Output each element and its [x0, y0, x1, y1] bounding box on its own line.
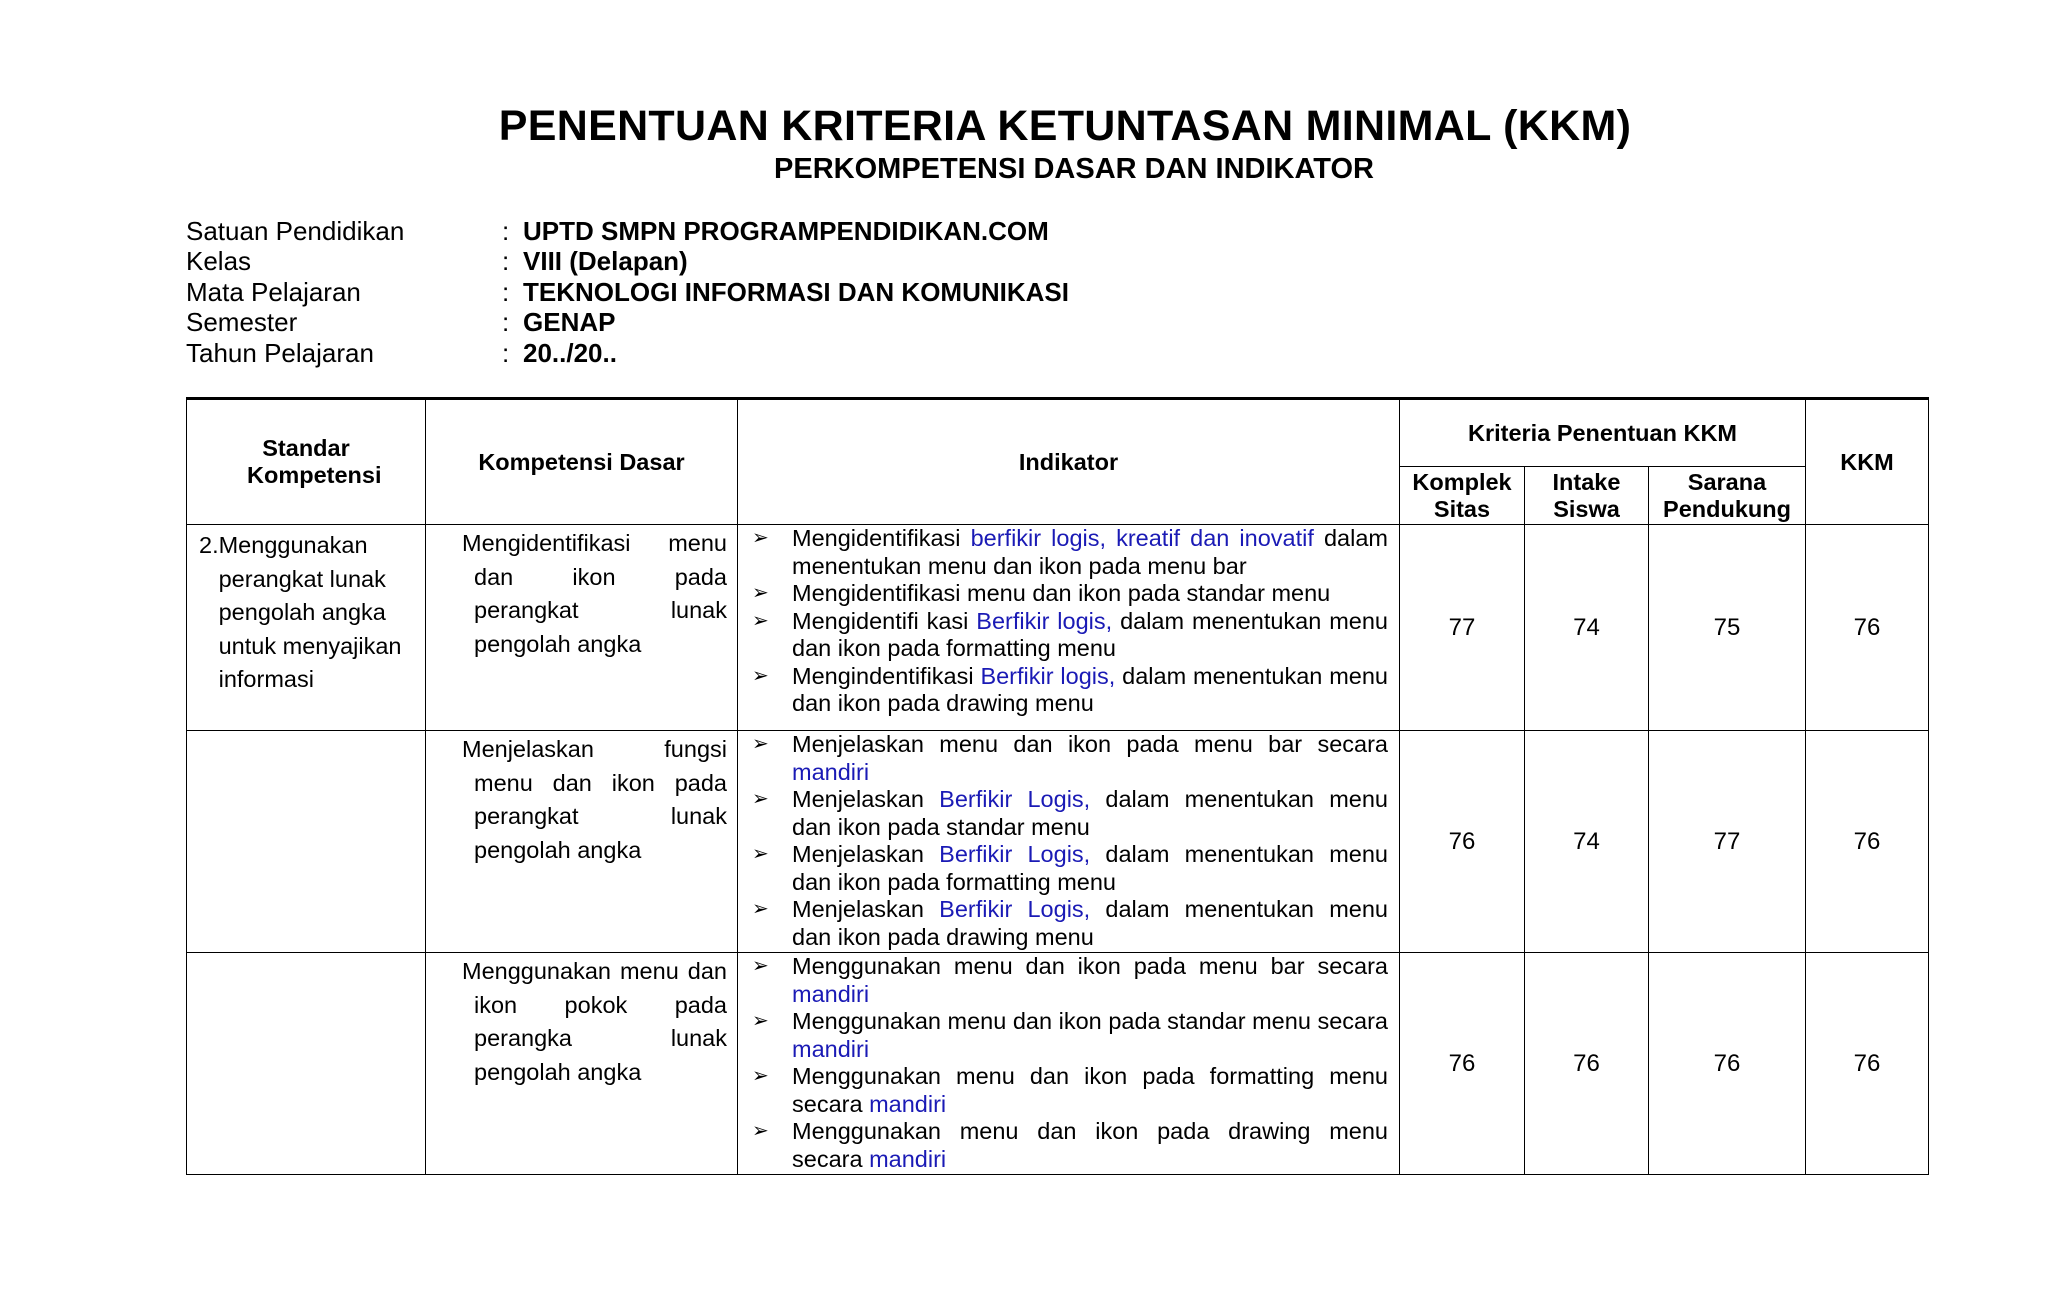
- info-row: [186, 277, 1069, 308]
- indicator-item: [752, 1118, 1388, 1173]
- cell-sarana: 75: [1649, 525, 1806, 731]
- cell-kkm: 76: [1806, 525, 1929, 731]
- indicator-item: [752, 1008, 1388, 1063]
- indicator-text-pre: Menjelaskan menu dan ikon pada menu bar secara: [792, 731, 1388, 757]
- indicator-text-pre: Menggunakan menu dan ikon pada drawing menu secara: [792, 1118, 1388, 1172]
- indicator-text-highlight: mandiri: [869, 1145, 947, 1172]
- indicator-text: [792, 580, 1388, 608]
- indicator-text-highlight: Berfikir Logis,: [939, 786, 1091, 812]
- indicator-item: [752, 953, 1388, 1008]
- indicator-text-highlight: mandiri: [792, 758, 870, 785]
- indicator-text-post: dalam menentukan menu dan ikon pada formatting menu: [792, 607, 1388, 661]
- arrow-bullet-icon: ➢: [752, 1120, 769, 1142]
- info-value: VIII (Delapan): [523, 246, 688, 277]
- info-block: [186, 216, 1069, 369]
- cell-standar-kompetensi: [187, 731, 426, 953]
- arrow-bullet-icon: ➢: [752, 733, 769, 755]
- info-value: 20../20..: [523, 337, 617, 368]
- info-label: Kelas: [186, 246, 252, 277]
- indicator-text-highlight: Berfikir logis,: [980, 662, 1116, 689]
- info-value: UPTD SMPN PROGRAMPENDIDIKAN.COM: [523, 215, 1049, 246]
- arrow-bullet-icon: ➢: [752, 664, 769, 687]
- indicator-text-pre: Menjelaskan: [792, 841, 940, 867]
- document-subtitle: PERKOMPETENSI DASAR DAN INDIKATOR: [774, 153, 1374, 185]
- info-row: [186, 216, 1069, 247]
- indicator-text-post: dalam menentukan menu dan ikon pada standar menu: [792, 786, 1388, 840]
- cell-indikator: [738, 953, 1400, 1175]
- indicator-text: [792, 731, 1388, 786]
- indicator-text-highlight: berfikir logis, kreatif dan inovatif: [970, 525, 1314, 551]
- indicator-item: [752, 580, 1388, 608]
- indicator-text-highlight: Berfikir Logis,: [939, 841, 1091, 867]
- header-kompetensi-dasar: Kompetensi Dasar: [426, 399, 738, 525]
- sk-text: Menggunakan perangkat lunak pengolah angka untuk menyajikan informasi: [218, 532, 402, 692]
- indicator-text: [792, 953, 1388, 1008]
- indicator-item: [752, 841, 1388, 896]
- info-colon: :: [502, 307, 510, 338]
- info-colon: :: [502, 337, 510, 368]
- cell-kompetensi-dasar: Menjelaskan fungsi menu dan ikon pada perangkat lunak pengolah angka: [426, 731, 738, 953]
- cell-standar-kompetensi: [187, 953, 426, 1175]
- arrow-bullet-icon: ➢: [752, 788, 769, 810]
- cell-komplek: 76: [1400, 731, 1525, 953]
- indicator-text-pre: Menjelaskan: [792, 896, 940, 922]
- indicator-text: [792, 896, 1388, 951]
- header-standar-kompetensi: Standar Kompetensi: [187, 399, 426, 525]
- info-label: Tahun Pelajaran: [186, 337, 374, 368]
- cell-kkm: 76: [1806, 731, 1929, 953]
- indicator-text: [792, 663, 1388, 718]
- header-intake-siswa: Intake Siswa: [1525, 467, 1649, 525]
- indicator-text-pre: Mengindentifikasi: [792, 662, 981, 689]
- indicator-text-highlight: mandiri: [792, 1035, 870, 1062]
- cell-indikator: [738, 731, 1400, 953]
- indicator-text-pre: Mengidentifikasi menu dan ikon pada standar menu: [792, 580, 1331, 606]
- cell-komplek: 77: [1400, 525, 1525, 731]
- indicator-text: [792, 786, 1388, 841]
- indicator-text-highlight: mandiri: [869, 1090, 947, 1117]
- indicator-text-post: dalam menentukan menu dan ikon pada formatting menu: [792, 841, 1388, 895]
- sk-number: 2.: [199, 532, 219, 558]
- cell-komplek: 76: [1400, 953, 1525, 1175]
- indicator-text: [792, 525, 1388, 580]
- header-indikator: Indikator: [738, 399, 1400, 525]
- indicator-text-pre: Menggunakan menu dan ikon pada formatting menu secara: [792, 1063, 1388, 1117]
- arrow-bullet-icon: ➢: [752, 582, 769, 604]
- info-label: Satuan Pendidikan: [186, 215, 405, 246]
- info-value: TEKNOLOGI INFORMASI DAN KOMUNIKASI: [523, 276, 1069, 307]
- header-kriteria: Kriteria Penentuan KKM: [1400, 399, 1806, 467]
- info-label: Semester: [186, 307, 298, 338]
- cell-sarana: 76: [1649, 953, 1806, 1175]
- cell-kkm: 76: [1806, 953, 1929, 1175]
- indicator-text: [792, 608, 1388, 663]
- indicator-text: [792, 1008, 1388, 1063]
- arrow-bullet-icon: ➢: [752, 1010, 769, 1032]
- arrow-bullet-icon: ➢: [752, 609, 769, 632]
- indicator-text-pre: Menggunakan menu dan ikon pada standar menu secara: [792, 1008, 1388, 1034]
- info-colon: :: [502, 215, 510, 246]
- indicator-item: [752, 786, 1388, 841]
- indicator-text: [792, 841, 1388, 896]
- indicator-text-post: dalam menentukan menu dan ikon pada drawing menu: [792, 662, 1388, 716]
- indicator-text-highlight: mandiri: [792, 980, 870, 1007]
- table-row: [187, 525, 1929, 731]
- cell-kompetensi-dasar: Mengidentifikasi menu dan ikon pada perangkat lunak pengolah angka: [426, 525, 738, 731]
- info-colon: :: [502, 276, 510, 307]
- cell-intake: 74: [1525, 525, 1649, 731]
- cell-intake: 74: [1525, 731, 1649, 953]
- indicator-text-highlight: Berfikir Logis,: [939, 896, 1091, 922]
- indicator-text-post: dalam menentukan menu dan ikon pada menu bar: [792, 525, 1388, 579]
- arrow-bullet-icon: ➢: [752, 527, 769, 549]
- arrow-bullet-icon: ➢: [752, 1065, 769, 1087]
- table-row: [187, 953, 1929, 1175]
- kkm-table: [186, 397, 1929, 1175]
- info-colon: :: [502, 246, 510, 277]
- info-label: Mata Pelajaran: [186, 276, 361, 307]
- indicator-text-pre: Menjelaskan: [792, 786, 940, 812]
- indicator-item: [752, 608, 1388, 663]
- cell-kompetensi-dasar: Menggunakan menu dan ikon pokok pada perangka lunak pengolah angka: [426, 953, 738, 1175]
- cell-sarana: 77: [1649, 731, 1806, 953]
- arrow-bullet-icon: ➢: [752, 843, 769, 865]
- cell-indikator: [738, 525, 1400, 731]
- indicator-item: [752, 731, 1388, 786]
- indicator-item: [752, 896, 1388, 951]
- arrow-bullet-icon: ➢: [752, 955, 769, 977]
- info-row: [186, 338, 1069, 369]
- cell-intake: 76: [1525, 953, 1649, 1175]
- document-title: PENENTUAN KRITERIA KETUNTASAN MINIMAL (KKM): [498, 102, 1632, 150]
- info-row: [186, 247, 1069, 278]
- arrow-bullet-icon: ➢: [752, 898, 769, 920]
- indicator-text-post: dalam menentukan menu dan ikon pada drawing menu: [792, 896, 1388, 950]
- table-row: [187, 731, 1929, 953]
- indicator-item: [752, 663, 1388, 718]
- indicator-text: [792, 1063, 1388, 1118]
- indicator-text: [792, 1118, 1388, 1173]
- indicator-text-pre: Mengidentifi kasi: [792, 607, 977, 634]
- indicator-text-pre: Mengidentifikasi: [792, 525, 971, 551]
- info-row: [186, 308, 1069, 339]
- cell-standar-kompetensi: [187, 525, 426, 731]
- header-kkm: KKM: [1806, 399, 1929, 525]
- indicator-item: [752, 525, 1388, 580]
- header-komplek-sitas: Komplek Sitas: [1400, 467, 1525, 525]
- indicator-text-pre: Menggunakan menu dan ikon pada menu bar secara: [792, 953, 1388, 979]
- header-sarana-pendukung: Sarana Pendukung: [1649, 467, 1806, 525]
- indicator-item: [752, 1063, 1388, 1118]
- info-value: GENAP: [523, 307, 616, 338]
- indicator-text-highlight: Berfikir logis,: [976, 607, 1113, 634]
